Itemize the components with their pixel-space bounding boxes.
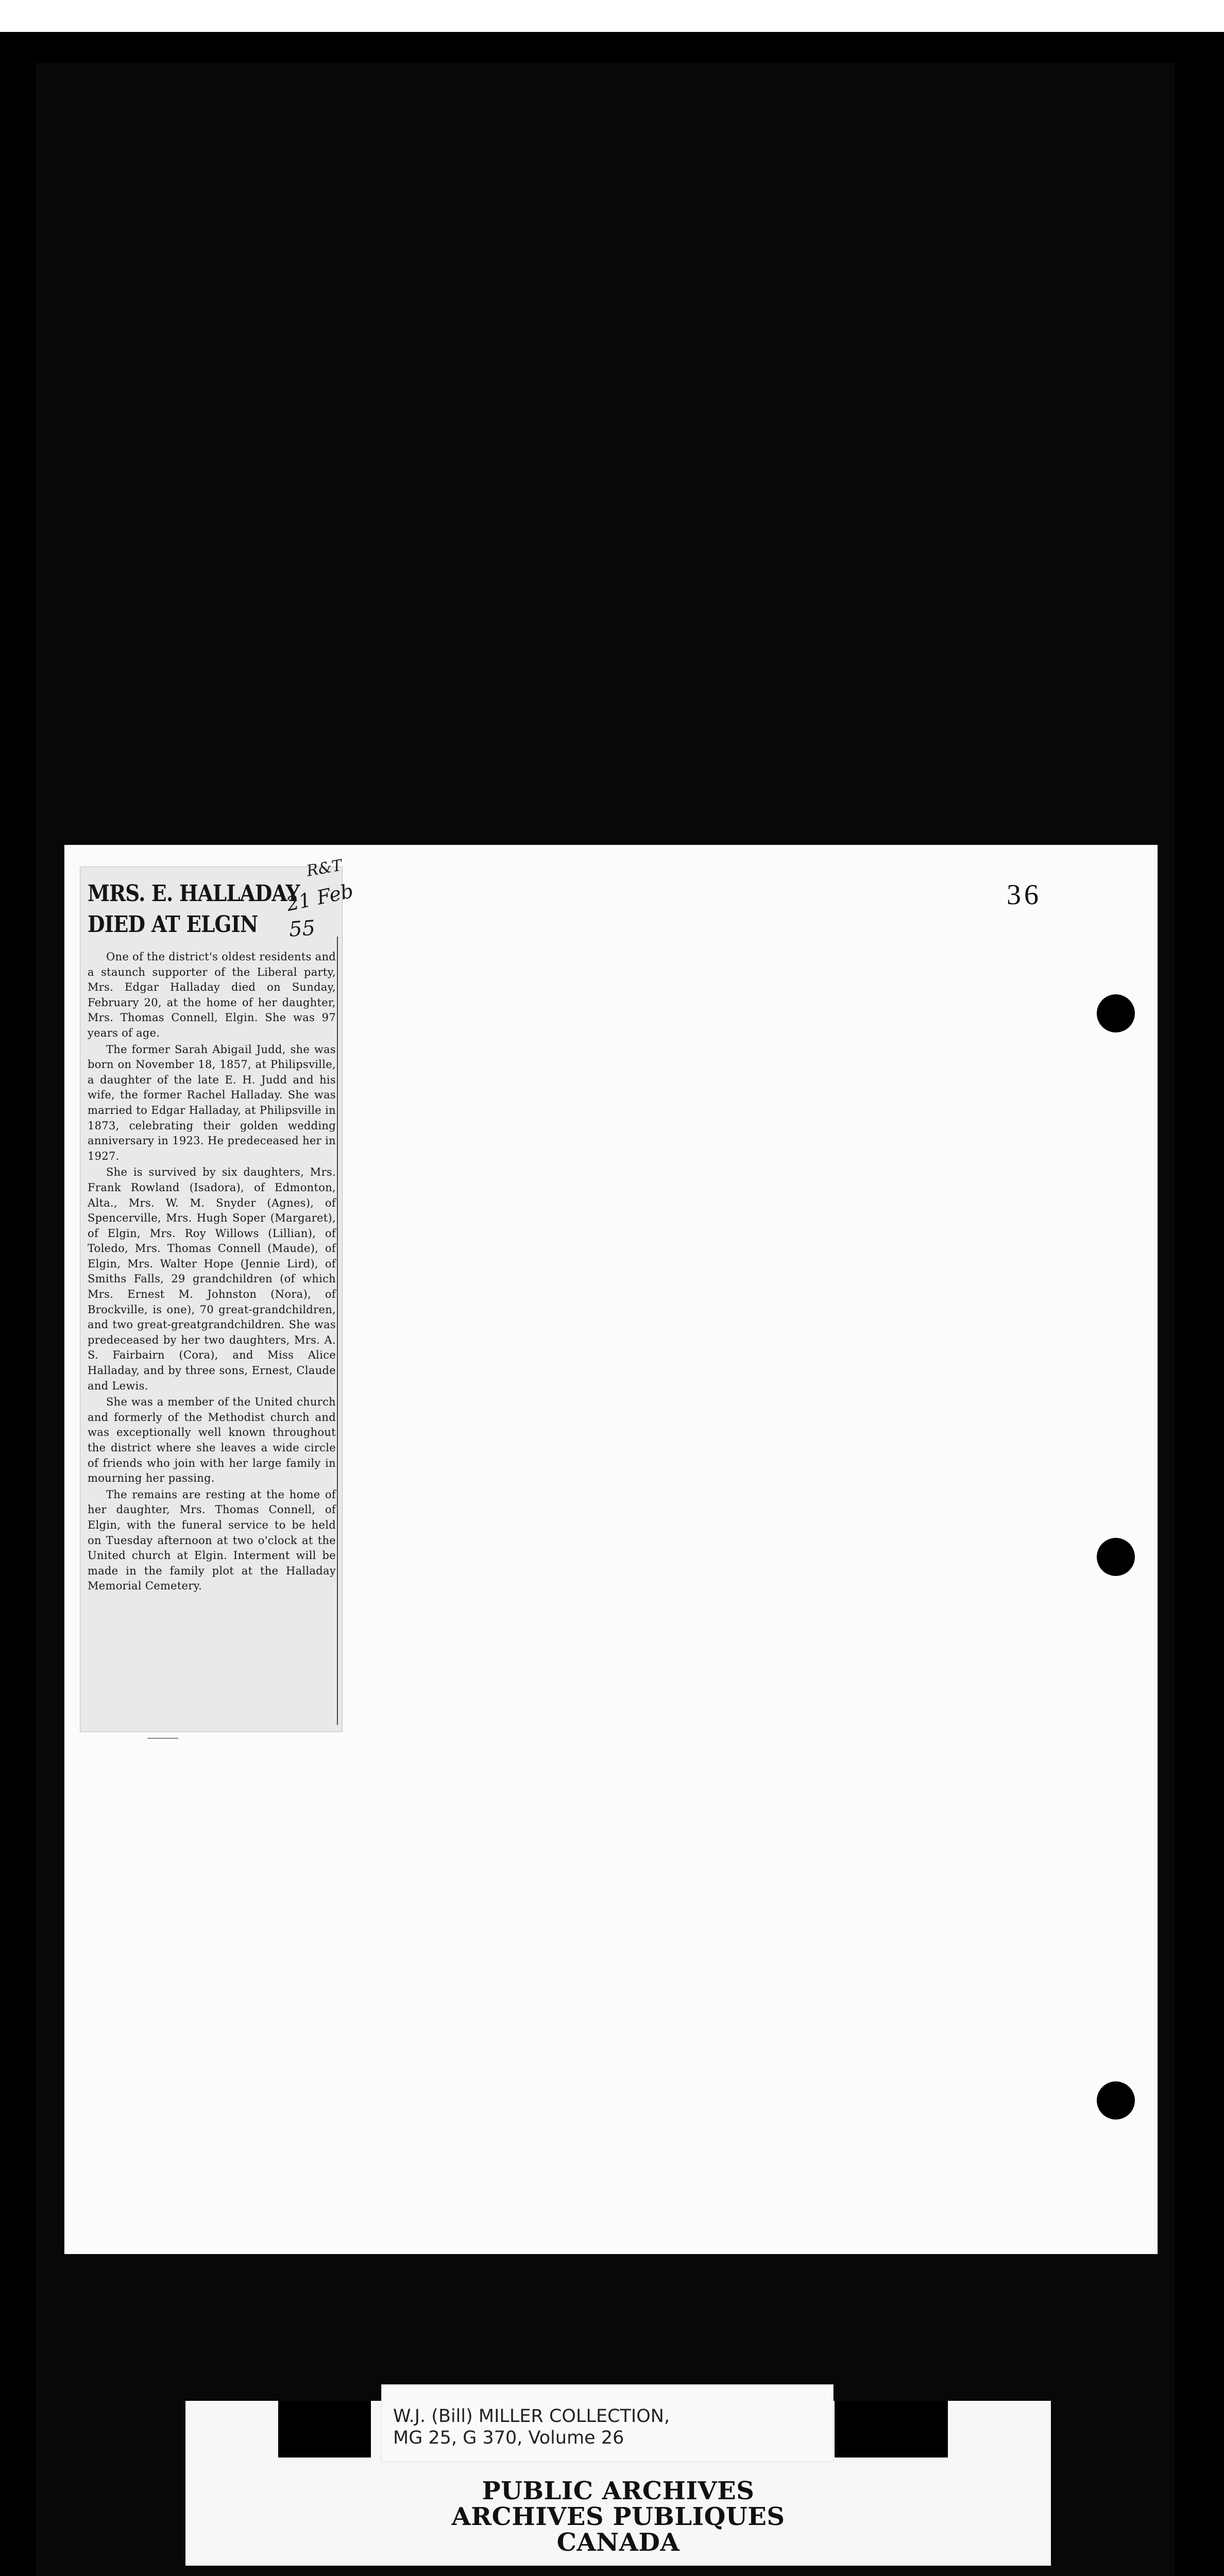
collection-label [381, 2384, 834, 2462]
scrapbook-page [64, 845, 1158, 2254]
clipping-paragraph: She was a member of the United church and formerly of the Methodist church and was exceptionally well known throughout the district where she leaves a wide circle of friends who join with her large family in mourning her passing. [88, 1396, 336, 1485]
label-notch [278, 2401, 371, 2458]
clipping-paragraph: She is survived by six daughters, Mrs. Frank Rowland (Isadora), of Edmonton, Alta., Mrs. W. M. Snyder (Agnes), of Spencerville, Mrs. Hugh Soper (Margaret), of Elgin, Mrs. Roy Willows (Lillian), of Toledo, Mrs. Thomas Connell (Maude), of Elgin, Mrs. Walter Hope (Jennie Lird), of Smiths Falls, 29 grandchildren (of which Mrs. Ernest M. Johnston (Nora), of Brockville, is one), 70 great-grandchildren, and two great-greatgrandchildren. She was predeceased by her two daughters, Mrs. A. S. Fairbairn (Cora), and Miss Alice Halladay, and by three sons, Ernest, Claude and Lewis. [88, 1166, 336, 1392]
clipping-paragraph: The remains are resting at the home of her daughter, Mrs. Thomas Connell, of Elgin, with the funeral service to be held on Tuesday afternoon at two o'clock at the United church at Elgin. Interment will be made in the family plot at the Halladay Memorial Cemetery. [88, 1488, 336, 1592]
collection-reference: MG 25, G 370, Volume 26 [393, 2428, 624, 2448]
archives-line: ARCHIVES PUBLIQUES [451, 2502, 785, 2531]
handwritten-year: 55 [288, 916, 316, 942]
collection-name: W.J. (Bill) MILLER COLLECTION, [393, 2406, 670, 2427]
label-notch [835, 2401, 948, 2458]
newspaper-clipping [80, 867, 343, 1732]
headline-line: DIED AT ELGIN [88, 911, 258, 938]
clipping-headline [88, 878, 306, 940]
archives-stamp [185, 2478, 1051, 2555]
archives-line: PUBLIC ARCHIVES [482, 2477, 755, 2505]
punch-hole [1097, 1538, 1135, 1576]
column-rule [337, 937, 338, 1725]
clipping-paragraph: The former Sarah Abigail Judd, she was born on November 18, 1857, at Philipsville, a daughter of the late E. H. Judd and his wife, the former Rachel Halladay. She was married to Edgar Halladay, at Philipsville in 1873, celebrating their golden wedding anniversary in 1923. He predeceased her in 1927. [88, 1043, 336, 1162]
punch-hole [1097, 2081, 1135, 2120]
clipping-end-dash [147, 1738, 178, 1739]
archives-line: CANADA [556, 2528, 680, 2557]
handwritten-note: R&T [305, 856, 344, 880]
page-number: 36 [1007, 879, 1042, 911]
punch-hole [1097, 994, 1135, 1032]
clipping-paragraph: One of the district's oldest residents and a staunch supporter of the Liberal party, Mrs. Edgar Halladay died on Sunday, February 20, at the home of her daughter, Mrs. Thomas Connell, Elgin. She was 97 years of age. [88, 951, 336, 1039]
handwritten-date: 21 Feb [284, 879, 355, 916]
top-margin-strip [0, 0, 1224, 32]
headline-line: MRS. E. HALLADAY [88, 880, 300, 907]
